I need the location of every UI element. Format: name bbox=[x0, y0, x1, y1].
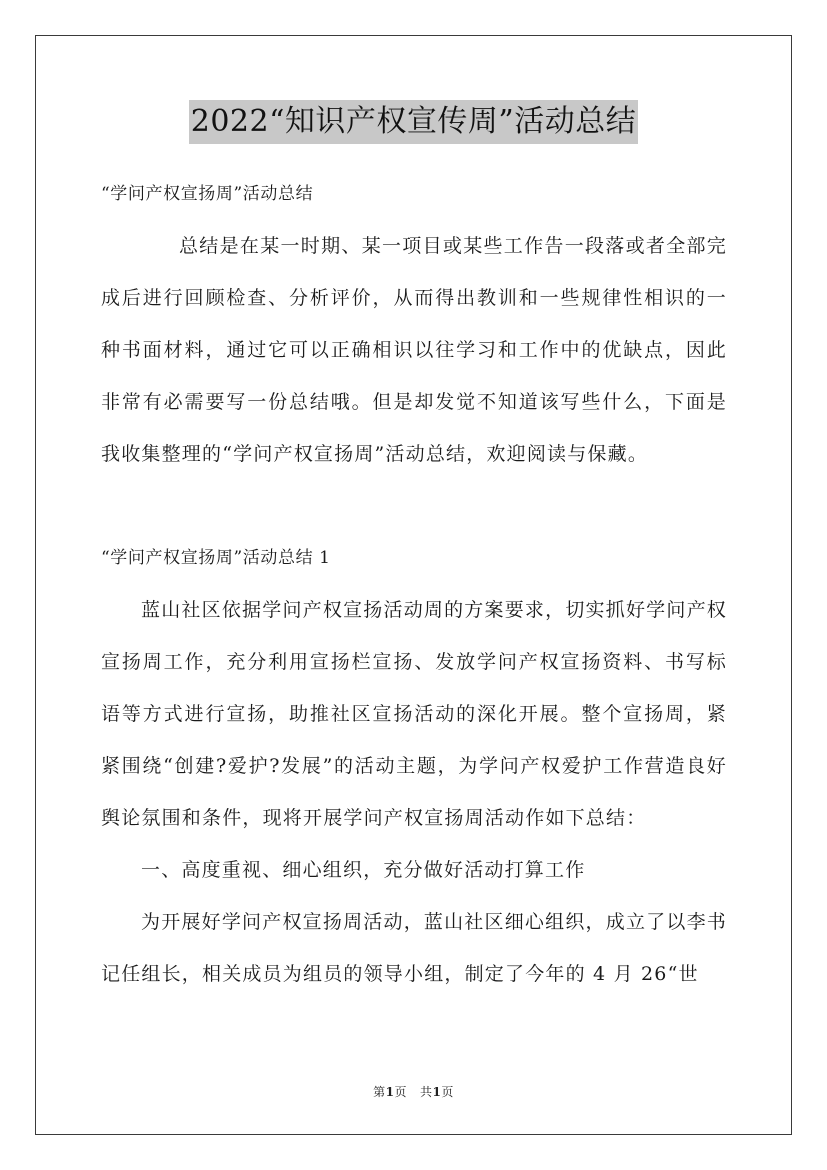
body-paragraph-2: 为开展好学问产权宣扬周活动，蓝山社区细心组织，成立了以李书记任组长，相关成员为组员的领导小组，制定了今年的 4 月 26“世 bbox=[101, 911, 727, 985]
document-body bbox=[101, 168, 727, 1000]
page-label-suffix: 页 bbox=[394, 1085, 408, 1099]
page-footer bbox=[0, 1083, 827, 1100]
section-title: “学问产权宣扬周”活动总结 1 bbox=[101, 548, 331, 568]
page-label-prefix: 第 bbox=[373, 1085, 386, 1099]
intro-paragraph: 总结是在某一时期、某一项目或某些工作告一段落或者全部完成后进行回顾检查、分析评价，从而得出教训和一些规律性相识的一种书面材料，通过它可以正确相识以往学习和工作中的优缺点，因此非常有必需要写一份总结哦。但是却发觉不知道该写些什么，下面是我收集整理的“学问产权宣扬周”活动总结，欢迎阅读与保藏。 bbox=[101, 235, 727, 465]
title-container bbox=[0, 100, 827, 144]
blank-line bbox=[101, 480, 727, 532]
body-paragraph-1: 蓝山社区依据学问产权宣扬活动周的方案要求，切实抓好学问产权宣扬周工作，充分利用宣扬栏宣扬、发放学问产权宣扬资料、书写标语等方式进行宣扬，助推社区宣扬活动的深化开展。整个宣扬周，紧紧围绕“创建?爱护?发展”的活动主题，为学问产权爱护工作营造良好舆论氛围和条件，现将开展学问产权宣扬周活动作如下总结： bbox=[101, 599, 727, 829]
page-total-number: 1 bbox=[432, 1085, 442, 1099]
section-heading-1: 一、高度重视、细心组织，充分做好活动打算工作 bbox=[141, 859, 586, 881]
total-label-prefix: 共 bbox=[419, 1085, 433, 1099]
document-title: 2022“知识产权宣传周”活动总结 bbox=[189, 100, 639, 144]
document-subtitle: “学问产权宣扬周”活动总结 bbox=[101, 184, 314, 204]
page-current-number: 1 bbox=[385, 1085, 395, 1099]
total-label-suffix: 页 bbox=[441, 1085, 454, 1099]
